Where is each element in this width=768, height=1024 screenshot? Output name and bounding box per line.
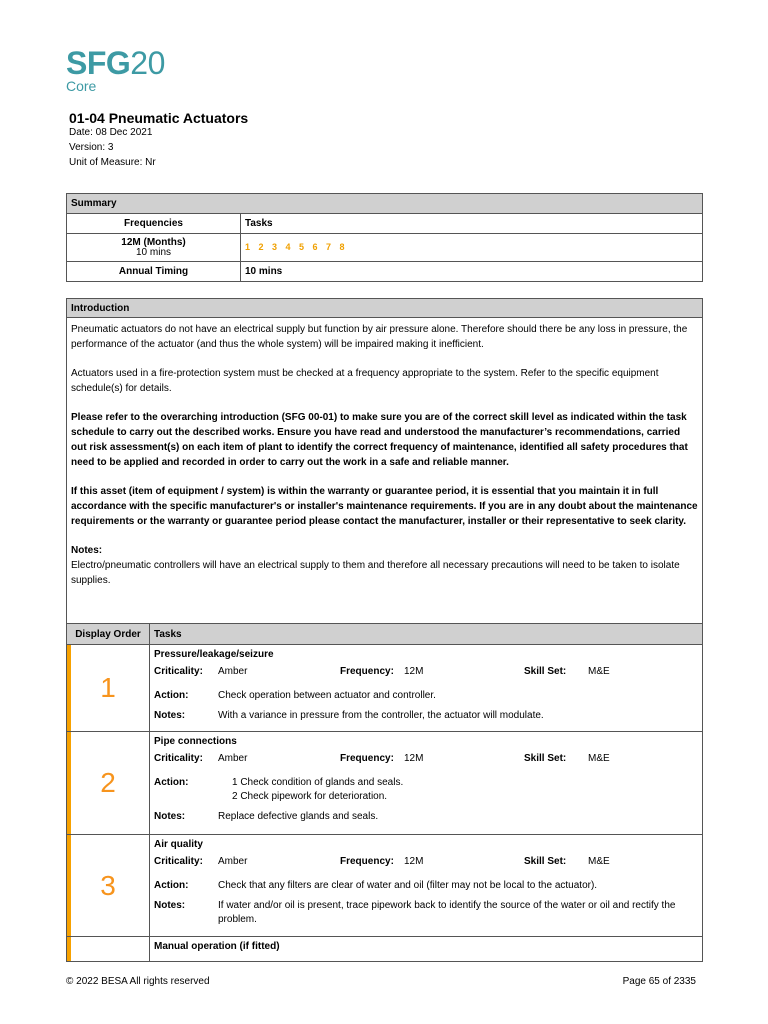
summary-table [66,193,703,282]
logo-subtitle: Core [66,78,97,94]
task-row [67,835,703,937]
notes-text: With a variance in pressure from the controller, the actuator will modulate. [218,710,544,721]
task-row [67,937,703,962]
sfg20-logo [66,46,165,94]
skill-set-value: M&E [588,856,610,867]
criticality-label: Criticality: [154,856,203,867]
task-order-number: 2 [100,767,116,798]
frequency-value: 12M [404,666,424,677]
criticality-value: Amber [218,856,248,867]
action-label: Action: [154,777,189,788]
criticality-label: Criticality: [154,666,203,677]
task-number-links[interactable]: 1 2 3 4 5 6 7 8 [245,242,348,252]
action-text: Check operation between actuator and controller. [218,690,436,701]
annual-timing-value: 10 mins [241,262,703,282]
skill-set-label: Skill Set: [524,856,567,867]
intro-paragraph-4: If this asset (item of equipment / system) is within the warranty or guarantee period, it is essential that you maintain it in full accordance with the specific manufacturer's or installer's maintenance requirements. If you are in any doubt about the maintenance requirements or the warranty or guarantee period please contact the manufacturer, installer or their representative to seek clarity. [71,486,698,527]
tasks-column-header: Tasks [241,214,703,234]
document-unit: Unit of Measure: Nr [69,157,156,168]
task-row [67,645,703,732]
frequencies-column-header: Frequencies [67,214,241,234]
frequency-value: 12M [404,753,424,764]
introduction-header: Introduction [67,299,703,318]
frequency-label: 12M (Months) [121,236,186,248]
intro-paragraph-2: Actuators used in a fire-protection system must be checked at a frequency appropriate to the system. Refer to the specific equipment schedule(s) for details. [71,368,659,394]
annual-timing-label: Annual Timing [67,262,241,282]
intro-notes: Electro/pneumatic controllers will have an electrical supply to them and therefore all necessary precautions will need to be taken to isolate supplies. [71,560,680,586]
action-label: Action: [154,690,189,701]
task-name: Manual operation (if fitted) [154,941,280,952]
frequency-cell [67,234,241,262]
notes-text: Replace defective glands and seals. [218,811,379,822]
document-version: Version: 3 [69,142,114,153]
action-text: Check that any filters are clear of water and oil (filter may not be local to the actuator). [218,880,598,891]
tasks-header: Tasks [150,624,703,645]
task-name: Pressure/leakage/seizure [154,649,274,660]
skill-set-value: M&E [588,666,610,677]
skill-set-label: Skill Set: [524,666,567,677]
footer-page-number: Page 65 of 2335 [622,976,696,987]
footer-copyright: © 2022 BESA All rights reserved [66,976,210,987]
frequency-label: Frequency: [340,856,394,867]
task-name: Air quality [154,839,203,850]
introduction-table [66,298,703,626]
frequency-value: 12M [404,856,424,867]
action-step: 2 Check pipework for deterioration. [232,791,388,802]
action-label: Action: [154,880,189,891]
task-order-number: 1 [100,672,116,703]
task-order-number: 3 [100,869,116,901]
summary-header: Summary [67,194,703,214]
document-date: Date: 08 Dec 2021 [69,127,153,138]
task-name: Pipe connections [154,736,237,747]
task-row [67,732,703,835]
tasks-table [66,623,703,962]
intro-notes-label: Notes: [71,545,103,556]
skill-set-value: M&E [588,753,610,764]
criticality-value: Amber [218,753,248,764]
frequency-time: 10 mins [135,246,171,258]
logo-number: 20 [130,45,165,81]
intro-paragraph-3: Please refer to the overarching introduction (SFG 00-01) to make sure you are of the correct skill level as indicated within the task schedule to carry out the described works. Ensure you have read and understood the manufacturer’s recommendations, carried out risk assessment(s) on each item of plant to identify the correct frequency of maintenance, identified all safety procedures that need to be applied and recorded in order to carry out the work in a safe and reliable manner. [71,412,688,468]
logo-brand: SFG [66,45,131,81]
frequency-label: Frequency: [340,753,394,764]
intro-paragraph-1: Pneumatic actuators do not have an electrical supply but function by air pressure alone. Therefore should there be any loss in pressure, the performance of the actuator (and thus the whole system) will be impaired making it inefficient. [71,324,688,350]
notes-label: Notes: [154,900,186,911]
skill-set-label: Skill Set: [524,753,567,764]
display-order-header: Display Order [67,624,150,645]
action-step: 1 Check condition of glands and seals. [232,777,404,788]
frequency-label: Frequency: [340,666,394,677]
criticality-value: Amber [218,666,248,677]
criticality-label: Criticality: [154,753,203,764]
notes-text: If water and/or oil is present, trace pipework back to identify the source of the water or oil and rectify the problem. [218,900,676,925]
notes-label: Notes: [154,710,186,721]
notes-label: Notes: [154,811,186,822]
document-title: 01-04 Pneumatic Actuators [69,110,249,126]
